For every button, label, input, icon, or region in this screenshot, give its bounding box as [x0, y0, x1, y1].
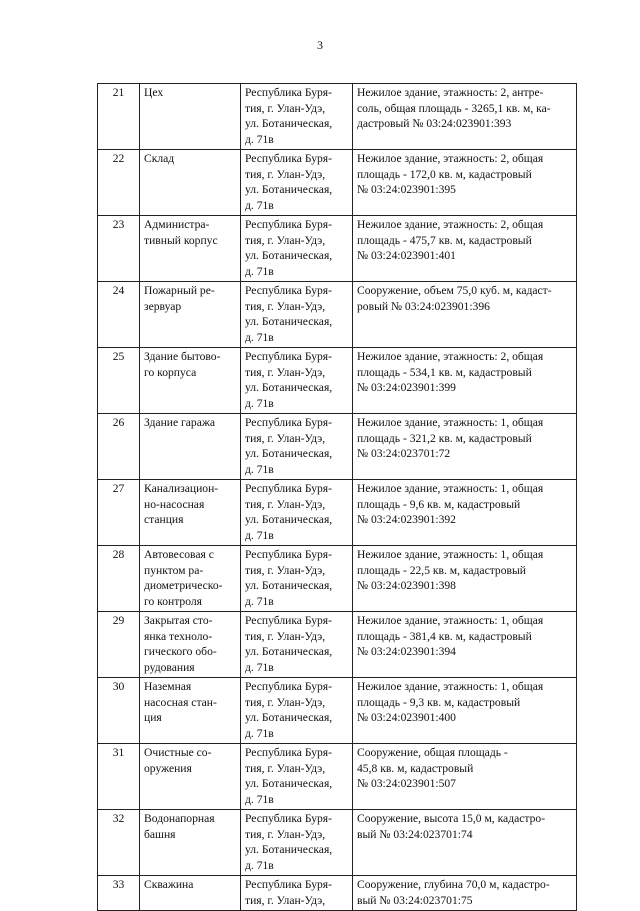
address-line: ул. Ботаническая,: [245, 381, 333, 394]
address-line: д. 71в: [245, 132, 274, 146]
row-number-cell: 26: [98, 414, 140, 480]
description-line: 45,8 кв. м, кадастровый: [357, 761, 474, 775]
object-name-line: Закрытая сто-: [144, 614, 213, 627]
object-name-line: но-насосная: [144, 497, 205, 511]
object-name-line: башня: [144, 827, 176, 841]
object-name-line: зервуар: [144, 299, 182, 313]
address-line: Республика Буря-: [245, 614, 332, 627]
object-name-line: го контроля: [144, 594, 202, 608]
row-number-cell: 23: [98, 216, 140, 282]
object-name-line: диометрическо-: [144, 579, 223, 592]
object-name-line: Цех: [144, 86, 164, 99]
address-line: д. 71в: [245, 330, 274, 344]
row-number-cell: 30: [98, 678, 140, 744]
object-name-line: Автовесовая с: [144, 548, 214, 561]
address-line: тия, г. Улан-Удэ,: [245, 497, 326, 511]
object-name-line: Водонапорная: [144, 812, 215, 825]
table-row: [98, 612, 577, 678]
address-line: Республика Буря-: [245, 416, 332, 429]
address-line: Республика Буря-: [245, 350, 332, 363]
row-number-cell: 25: [98, 348, 140, 414]
description-line: ровый № 03:24:023901:396: [357, 299, 490, 313]
address-cell: [241, 480, 353, 546]
address-cell: [241, 348, 353, 414]
address-line: тия, г. Улан-Удэ,: [245, 431, 326, 445]
address-cell: [241, 612, 353, 678]
description-cell: [353, 216, 577, 282]
description-line: соль, общая площадь - 3265,1 кв. м, ка-: [357, 101, 551, 115]
address-line: Республика Буря-: [245, 878, 332, 891]
table-row: [98, 546, 577, 612]
object-name-cell: [140, 744, 241, 810]
description-line: площадь - 172,0 кв. м, кадастровый: [357, 167, 532, 181]
description-line: № 03:24:023701:72: [357, 447, 451, 460]
object-name-line: Администра-: [144, 218, 210, 231]
address-line: Республика Буря-: [245, 548, 332, 561]
description-line: № 03:24:023901:392: [357, 513, 456, 526]
object-name-line: Пожарный ре-: [144, 284, 215, 297]
object-name-cell: [140, 282, 241, 348]
address-cell: [241, 282, 353, 348]
description-line: № 03:24:023901:399: [357, 381, 456, 394]
row-number-cell: 31: [98, 744, 140, 810]
address-line: Республика Буря-: [245, 746, 332, 759]
description-line: Нежилое здание, этажность: 1, общая: [357, 482, 544, 495]
object-name-line: ция: [144, 711, 162, 724]
description-line: площадь - 381,4 кв. м, кадастровый: [357, 629, 532, 643]
address-line: тия, г. Улан-Удэ,: [245, 893, 326, 907]
description-cell: [353, 480, 577, 546]
object-name-line: рудования: [144, 660, 195, 674]
address-line: Республика Буря-: [245, 284, 332, 297]
object-name-cell: [140, 480, 241, 546]
address-line: д. 71в: [245, 462, 274, 476]
description-line: площадь - 9,6 кв. м, кадастровый: [357, 497, 521, 511]
row-number-cell: 28: [98, 546, 140, 612]
object-name-cell: [140, 546, 241, 612]
address-line: д. 71в: [245, 264, 274, 278]
table-row: [98, 744, 577, 810]
address-line: ул. Ботаническая,: [245, 117, 333, 130]
address-line: д. 71в: [245, 660, 274, 674]
address-cell: [241, 150, 353, 216]
description-line: Нежилое здание, этажность: 1, общая: [357, 680, 544, 693]
address-cell: [241, 546, 353, 612]
address-line: ул. Ботаническая,: [245, 249, 333, 262]
description-line: дастровый № 03:24:023901:393: [357, 117, 512, 130]
object-name-line: Здание гаража: [144, 416, 216, 429]
description-line: Нежилое здание, этажность: 2, общая: [357, 350, 544, 363]
object-name-line: Здание бытово-: [144, 350, 221, 363]
table-row: [98, 414, 577, 480]
description-line: площадь - 321,2 кв. м, кадастровый: [357, 431, 532, 445]
row-number-cell: 24: [98, 282, 140, 348]
address-line: д. 71в: [245, 858, 274, 872]
object-name-line: насосная стан-: [144, 695, 217, 709]
table-row: [98, 810, 577, 876]
property-table-body: [98, 84, 577, 911]
description-cell: [353, 282, 577, 348]
description-line: площадь - 9,3 кв. м, кадастровый: [357, 695, 521, 709]
address-line: Республика Буря-: [245, 812, 332, 825]
table-row: [98, 84, 577, 150]
description-line: № 03:24:023901:400: [357, 711, 456, 724]
object-name-line: станция: [144, 513, 184, 526]
description-line: площадь - 534,1 кв. м, кадастровый: [357, 365, 532, 379]
description-line: № 03:24:023901:395: [357, 183, 456, 196]
address-line: Республика Буря-: [245, 482, 332, 495]
address-line: тия, г. Улан-Удэ,: [245, 365, 326, 379]
description-cell: [353, 810, 577, 876]
object-name-cell: [140, 150, 241, 216]
address-line: тия, г. Улан-Удэ,: [245, 233, 326, 247]
table-row: [98, 216, 577, 282]
address-line: д. 71в: [245, 792, 274, 806]
address-line: ул. Ботаническая,: [245, 645, 333, 658]
description-line: Нежилое здание, этажность: 2, общая: [357, 218, 544, 231]
address-line: д. 71в: [245, 726, 274, 740]
description-cell: [353, 744, 577, 810]
address-cell: [241, 678, 353, 744]
object-name-cell: [140, 876, 241, 911]
object-name-cell: [140, 414, 241, 480]
object-name-line: Канализацион-: [144, 482, 219, 495]
object-name-line: пунктом ра-: [144, 563, 204, 577]
description-line: вый № 03:24:023701:74: [357, 827, 473, 841]
table-row: [98, 348, 577, 414]
description-cell: [353, 678, 577, 744]
row-number-cell: 27: [98, 480, 140, 546]
property-table: [97, 83, 577, 911]
address-cell: [241, 216, 353, 282]
description-line: Нежилое здание, этажность: 2, антре-: [357, 86, 544, 99]
address-line: ул. Ботаническая,: [245, 183, 333, 196]
object-name-line: тивный корпус: [144, 233, 218, 247]
address-cell: [241, 810, 353, 876]
row-number-cell: 32: [98, 810, 140, 876]
address-line: Республика Буря-: [245, 86, 332, 99]
address-line: тия, г. Улан-Удэ,: [245, 827, 326, 841]
address-line: Республика Буря-: [245, 680, 332, 693]
address-line: д. 71в: [245, 528, 274, 542]
address-line: д. 71в: [245, 396, 274, 410]
object-name-cell: [140, 348, 241, 414]
description-cell: [353, 612, 577, 678]
address-line: ул. Ботаническая,: [245, 711, 333, 724]
address-line: д. 71в: [245, 594, 274, 608]
description-line: Нежилое здание, этажность: 1, общая: [357, 548, 544, 561]
address-cell: [241, 744, 353, 810]
object-name-line: янка техноло-: [144, 629, 213, 643]
object-name-cell: [140, 216, 241, 282]
address-line: тия, г. Улан-Удэ,: [245, 695, 326, 709]
row-number-cell: 22: [98, 150, 140, 216]
row-number-cell: 21: [98, 84, 140, 150]
row-number-cell: 29: [98, 612, 140, 678]
address-line: ул. Ботаническая,: [245, 447, 333, 460]
table-row: [98, 150, 577, 216]
object-name-cell: [140, 678, 241, 744]
table-row: [98, 876, 577, 911]
address-line: тия, г. Улан-Удэ,: [245, 563, 326, 577]
address-line: тия, г. Улан-Удэ,: [245, 629, 326, 643]
description-line: Сооружение, глубина 70,0 м, кадастро-: [357, 878, 550, 891]
description-line: Сооружение, общая площадь -: [357, 746, 508, 759]
description-cell: [353, 84, 577, 150]
address-line: ул. Ботаническая,: [245, 777, 333, 790]
table-row: [98, 282, 577, 348]
description-line: Нежилое здание, этажность: 1, общая: [357, 416, 544, 429]
object-name-cell: [140, 810, 241, 876]
object-name-cell: [140, 612, 241, 678]
description-line: № 03:24:023901:507: [357, 777, 456, 790]
description-line: Нежилое здание, этажность: 1, общая: [357, 614, 544, 627]
object-name-cell: [140, 84, 241, 150]
address-line: тия, г. Улан-Удэ,: [245, 167, 326, 181]
address-cell: [241, 414, 353, 480]
address-cell: [241, 876, 353, 911]
description-cell: [353, 414, 577, 480]
object-name-line: Очистные со-: [144, 746, 212, 759]
description-line: № 03:24:023901:401: [357, 249, 456, 262]
description-cell: [353, 348, 577, 414]
address-line: тия, г. Улан-Удэ,: [245, 761, 326, 775]
description-line: Нежилое здание, этажность: 2, общая: [357, 152, 544, 165]
description-line: площадь - 475,7 кв. м, кадастровый: [357, 233, 532, 247]
address-line: ул. Ботаническая,: [245, 579, 333, 592]
description-cell: [353, 150, 577, 216]
description-line: площадь - 22,5 кв. м, кадастровый: [357, 563, 526, 577]
table-row: [98, 480, 577, 546]
description-line: Сооружение, высота 15,0 м, кадастро-: [357, 812, 546, 825]
address-line: д. 71в: [245, 198, 274, 212]
object-name-line: Наземная: [144, 680, 192, 693]
address-line: ул. Ботаническая,: [245, 315, 333, 328]
description-line: Сооружение, объем 75,0 куб. м, кадаст-: [357, 284, 552, 297]
description-line: вый № 03:24:023701:75: [357, 893, 473, 907]
address-line: тия, г. Улан-Удэ,: [245, 299, 326, 313]
description-line: № 03:24:023901:394: [357, 645, 456, 658]
description-cell: [353, 876, 577, 911]
address-cell: [241, 84, 353, 150]
address-line: Республика Буря-: [245, 218, 332, 231]
address-line: Республика Буря-: [245, 152, 332, 165]
table-row: [98, 678, 577, 744]
address-line: ул. Ботаническая,: [245, 843, 333, 856]
address-line: ул. Ботаническая,: [245, 513, 333, 526]
description-line: № 03:24:023901:398: [357, 579, 456, 592]
object-name-line: оружения: [144, 761, 192, 775]
object-name-line: го корпуса: [144, 365, 197, 379]
object-name-line: Скважина: [144, 878, 194, 891]
row-number-cell: 33: [98, 876, 140, 911]
page-number: 3: [317, 38, 323, 52]
description-cell: [353, 546, 577, 612]
object-name-line: Склад: [144, 152, 175, 165]
address-line: тия, г. Улан-Удэ,: [245, 101, 326, 115]
object-name-line: гического обо-: [144, 645, 217, 658]
